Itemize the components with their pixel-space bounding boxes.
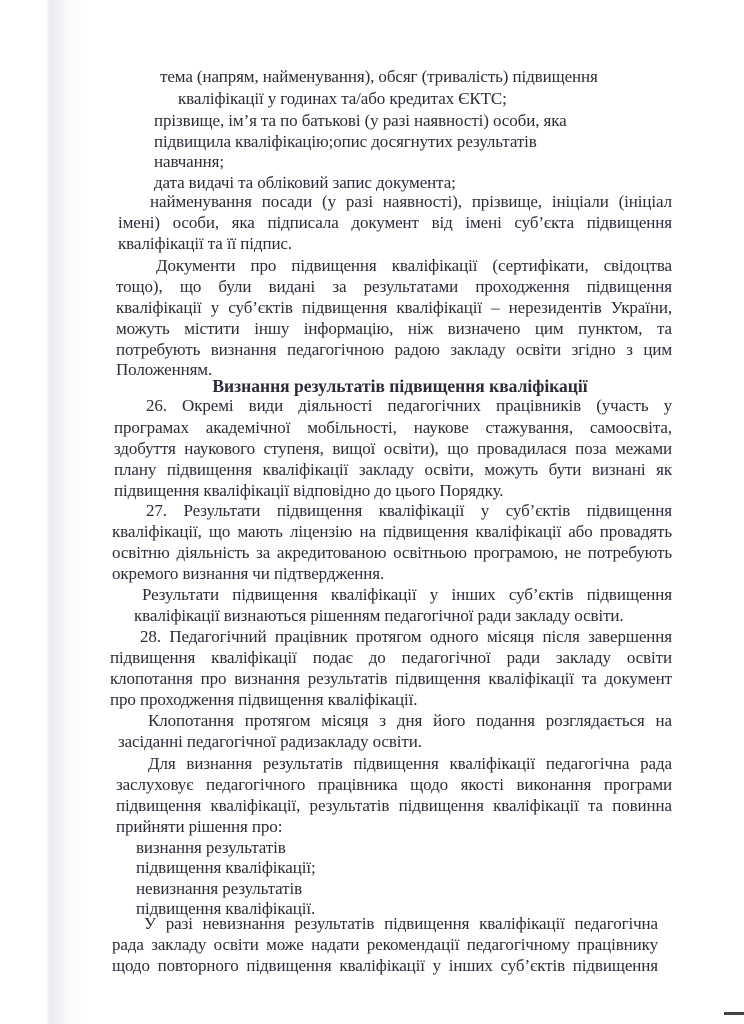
- text-line: потребують визнання педагогічною радою закладу освіти згідно з цим: [116, 340, 672, 359]
- text-line: клопотання про визнання результатів підвищення кваліфікації та документ: [110, 669, 672, 688]
- text-line: навчання;: [154, 152, 224, 171]
- text-line: прийняти рішення про:: [116, 817, 283, 836]
- text-line: тощо), що були видані за результатами проходження підвищення: [116, 277, 672, 296]
- text-line: рада закладу освіти може надати рекомендації педагогічному працівнику: [112, 935, 658, 954]
- text-line: 27. Результати підвищення кваліфікації у суб’єктів підвищення: [146, 501, 672, 520]
- text-line: Для визнання результатів підвищення кваліфікації педагогічна рада: [148, 754, 672, 773]
- text-line: найменування посади (у разі наявності), прізвище, ініціали (ініціал: [150, 192, 672, 211]
- list-item: підвищення кваліфікації.: [136, 899, 316, 918]
- text-line: підвищення кваліфікації, результатів підвищення кваліфікації та повинна: [116, 796, 672, 815]
- text-line: дата видачі та обліковий запис документа;: [154, 173, 456, 192]
- text-line: освітню діяльність за акредитованою освітньою програмою, не потребують: [112, 543, 672, 562]
- text-line: щодо повторного підвищення кваліфікації у інших суб’єктів підвищення: [112, 956, 658, 975]
- text-line: засіданні педагогічної радизакладу освіти.: [118, 732, 422, 751]
- list-item: визнання результатів: [136, 838, 286, 857]
- scan-edge-mark: [724, 1012, 744, 1015]
- text-line: кваліфікації у годинах та/або кредитах ЄКТС;: [178, 89, 507, 108]
- text-line: можуть містити іншу інформацію, ніж визначено цим пунктом, та: [116, 319, 672, 338]
- text-line: програмах академічної мобільності, наукове стажування, самоосвіта,: [114, 418, 672, 437]
- text-line: прізвище, ім’я та по батькові (у разі наявності) особи, яка: [154, 111, 567, 130]
- text-line: Результати підвищення кваліфікації у інших суб’єктів підвищення: [142, 585, 672, 604]
- text-line: підвищення кваліфікації відповідно до цього Порядку.: [114, 481, 504, 500]
- text-line: 26. Окремі види діяльності педагогічних працівників (участь у: [146, 396, 672, 415]
- text-line: окремого визнання чи підтвердження.: [112, 564, 385, 583]
- text-line: підвищила кваліфікацію;опис досягнутих результатів: [154, 132, 537, 151]
- list-item: підвищення кваліфікації;: [136, 858, 316, 877]
- text-line: кваліфікації та її підпис.: [118, 234, 293, 253]
- text-line: підвищення кваліфікації подає до педагогічної ради закладу освіти: [110, 648, 672, 667]
- text-line: Клопотання протягом місяця з дня його подання розглядається на: [148, 711, 672, 730]
- text-line: кваліфікації визнаються рішенням педагогічної ради закладу освіти.: [134, 606, 624, 625]
- text-line: імені) особи, яка підписала документ від імені суб’єкта підвищення: [118, 213, 672, 232]
- text-line: кваліфікації, що мають ліцензію на підвищення кваліфікації або провадять: [112, 522, 672, 541]
- text-line: Документи про підвищення кваліфікації (сертифікати, свідоцтва: [156, 256, 672, 275]
- text-line: 28. Педагогічний працівник протягом одного місяця після завершення: [140, 627, 672, 646]
- text-line: про проходження підвищення кваліфікації.: [110, 690, 418, 709]
- text-line: кваліфікації у суб’єктів підвищення кваліфікації – нерезидентів України,: [116, 298, 672, 317]
- text-line: тема (напрям, найменування), обсяг (тривалість) підвищення: [160, 67, 598, 86]
- text-line: У разі невизнання результатів підвищення кваліфікації педагогічна: [144, 914, 658, 933]
- text-line: Положенням.: [116, 360, 213, 379]
- text-line: здобуття наукового ступеня, вищої освіти), що провадилася поза межами: [114, 439, 672, 458]
- text-line: заслуховує педагогічного працівника щодо якості виконання програми: [116, 775, 672, 794]
- list-item: невизнання результатів: [136, 879, 303, 898]
- section-heading: Визнання результатів підвищення кваліфікації: [212, 376, 588, 396]
- text-line: плану підвищення кваліфікації закладу освіти, можуть бути визнані як: [114, 460, 672, 479]
